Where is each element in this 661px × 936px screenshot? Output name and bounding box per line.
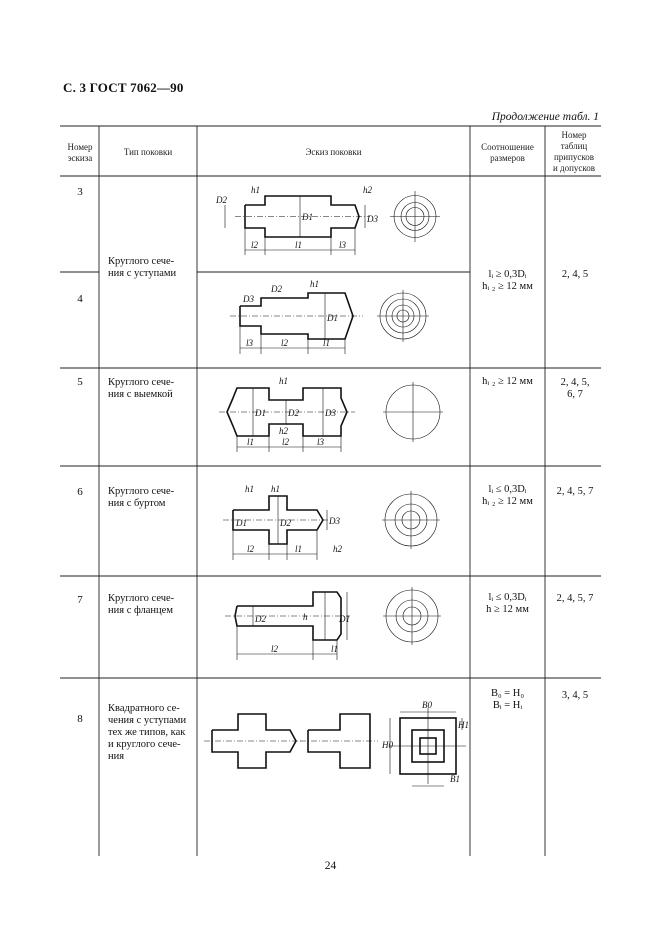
dim-h2: h2 xyxy=(363,185,372,195)
allowance-tables: 2, 4, 5, 7 xyxy=(556,593,594,604)
size-ratio: lᵢ ≤ 0,3Dᵢ hᵢ ₂ ≥ 12 мм xyxy=(482,484,533,507)
forging-type: Круглого сече- ния с выемкой xyxy=(108,377,175,400)
allowance-tables: 2, 4, 5 xyxy=(561,269,589,280)
page-header: С. 3 ГОСТ 7062—90 xyxy=(63,80,184,95)
svg-text:h2: h2 xyxy=(279,426,288,436)
svg-text:B0: B0 xyxy=(422,700,432,710)
svg-text:H0: H0 xyxy=(382,740,393,750)
col-header-type: Тип поковки xyxy=(123,147,173,157)
svg-text:D3: D3 xyxy=(243,294,254,304)
svg-text:l3: l3 xyxy=(317,437,325,447)
size-ratio: hᵢ ₂ ≥ 12 мм xyxy=(482,376,533,387)
svg-text:l3: l3 xyxy=(246,338,254,348)
col-header-number: Номер эскиза xyxy=(67,142,93,163)
svg-text:l2: l2 xyxy=(281,338,289,348)
dim-l2: l2 xyxy=(251,240,259,250)
svg-text:h1: h1 xyxy=(245,484,254,494)
allowance-tables: 2, 4, 5, 6, 7 xyxy=(560,377,590,400)
col-header-tables: Номер таблиц припусков и допусков xyxy=(552,130,596,173)
forging-type: Круглого сече- ния с фланцем xyxy=(108,593,175,616)
dim-h1: h1 xyxy=(251,185,260,195)
svg-text:D3: D3 xyxy=(325,408,336,418)
sketch-number: 4 xyxy=(77,293,83,305)
svg-text:l1: l1 xyxy=(295,544,303,554)
svg-text:l2: l2 xyxy=(247,544,255,554)
svg-text:D1: D1 xyxy=(255,408,266,418)
sketch-3-drawing xyxy=(205,180,467,268)
svg-text:D2: D2 xyxy=(280,518,291,528)
dim-D3: D3 xyxy=(367,214,378,224)
dim-l1: l1 xyxy=(295,240,303,250)
svg-text:H1: H1 xyxy=(458,720,469,730)
sketch-5-drawing xyxy=(205,370,467,465)
col-header-ratio: Соотношение размеров xyxy=(481,142,534,163)
svg-text:D2: D2 xyxy=(288,408,299,418)
size-ratio: B₀ = H₀ Bᵢ = Hᵢ xyxy=(490,688,525,711)
forging-type: Квадратного се- чения с уступами тех же типов, как и круглого сече- ния xyxy=(108,703,187,762)
sketch-7-drawing xyxy=(205,582,467,674)
svg-text:B1: B1 xyxy=(450,774,460,784)
sketch-number: 8 xyxy=(77,713,83,725)
sketch-8-drawing xyxy=(200,690,470,800)
dim-D1: D1 xyxy=(302,212,313,222)
svg-text:l1: l1 xyxy=(331,644,339,654)
sketch-number: 7 xyxy=(77,594,83,606)
svg-text:h2: h2 xyxy=(333,544,342,554)
col-header-sketch: Эскиз поковки xyxy=(305,147,362,157)
svg-text:h1: h1 xyxy=(310,279,319,289)
size-ratio: lᵢ ≥ 0,3Dᵢ hᵢ ₂ ≥ 12 мм xyxy=(482,269,533,292)
svg-text:l2: l2 xyxy=(271,644,279,654)
size-ratio: lᵢ ≤ 0,3Dᵢ h ≥ 12 мм xyxy=(486,592,529,615)
svg-text:h1: h1 xyxy=(279,376,288,386)
svg-text:D1: D1 xyxy=(339,614,350,624)
allowance-tables: 3, 4, 5 xyxy=(561,690,589,701)
sketch-4-drawing xyxy=(205,276,467,366)
svg-text:h: h xyxy=(303,612,308,622)
sketch-number: 3 xyxy=(77,186,83,198)
svg-text:l2: l2 xyxy=(282,437,290,447)
dim-D2: D2 xyxy=(216,195,227,205)
sketch-number: 6 xyxy=(77,486,83,498)
svg-text:D1: D1 xyxy=(327,313,338,323)
page-number: 24 xyxy=(324,860,337,872)
svg-text:D2: D2 xyxy=(271,284,282,294)
svg-text:D2: D2 xyxy=(255,614,266,624)
svg-text:D3: D3 xyxy=(329,516,340,526)
allowance-tables: 2, 4, 5, 7 xyxy=(556,486,594,497)
table-continuation: Продолжение табл. 1 xyxy=(491,111,599,123)
svg-text:h1: h1 xyxy=(271,484,280,494)
sketch-number: 5 xyxy=(77,376,83,388)
sketch-6-drawing xyxy=(205,474,467,574)
svg-text:l1: l1 xyxy=(323,338,331,348)
forging-type: Круглого сече- ния с буртом xyxy=(108,486,175,509)
forging-type: Круглого сече- ния с уступами xyxy=(108,256,177,279)
svg-text:D1: D1 xyxy=(236,518,247,528)
dim-l3: l3 xyxy=(339,240,347,250)
svg-text:l1: l1 xyxy=(247,437,255,447)
